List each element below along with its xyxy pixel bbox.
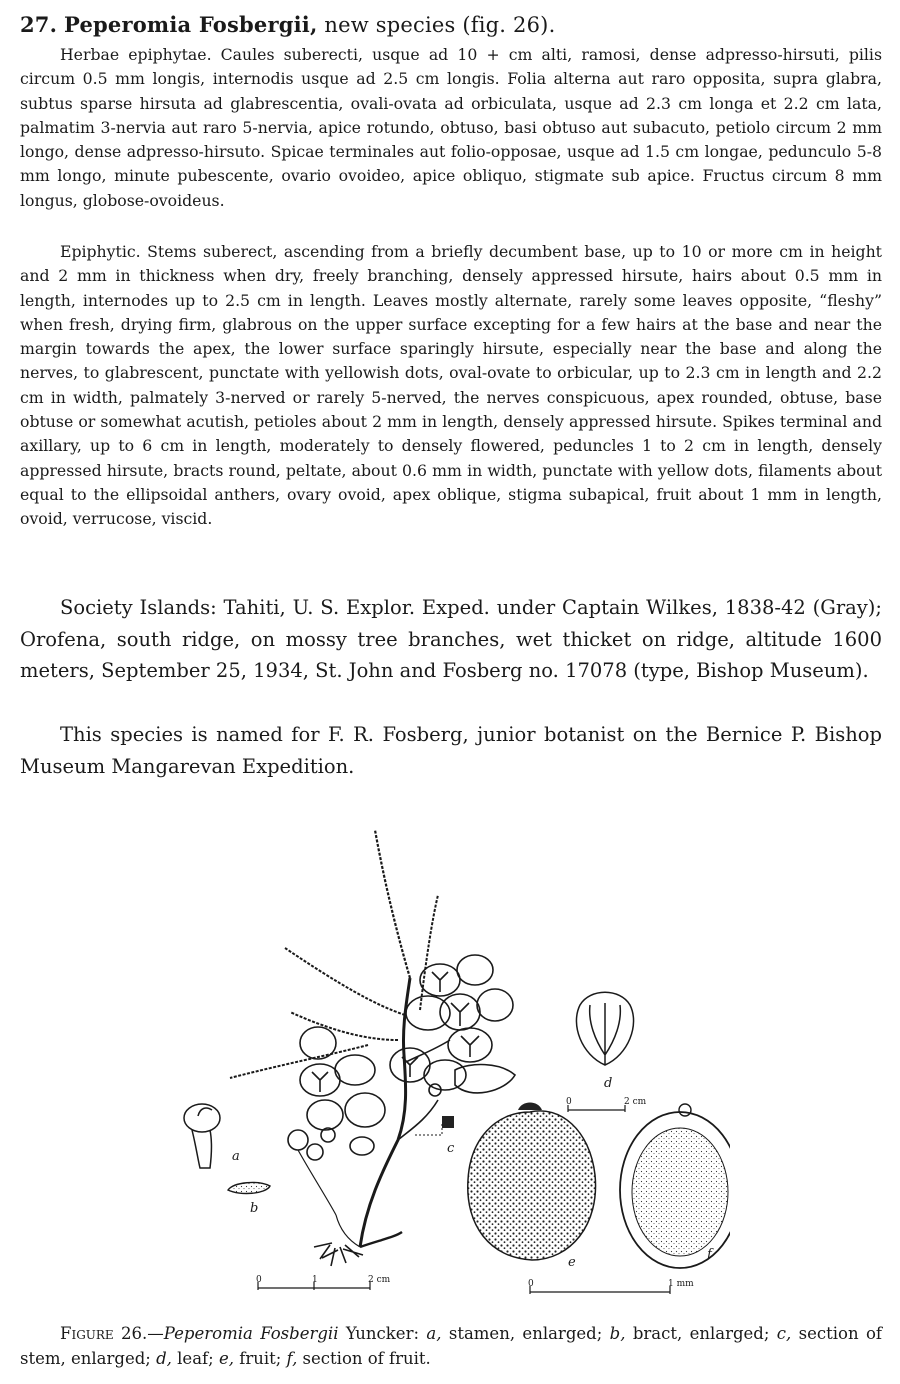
english-description: Epiphytic. Stems suberect, ascending from a briefly decumbent base, up to 10 or more cm in height and 2 mm in thickness when dry, freely branching, densely appressed hirsute, hairs about 0.5 mm in length, internodes up to 2.5 cm in length. Leaves mostly alternate, rarely some leaves opposite, “fleshy” when fresh, drying firm, glabrous on the upper surface excepting for a few hairs at the base and near the margin towards the apex, the lower surface sparingly hirsute, especially near the base and along the nerves, to glabrescent, punctate with yellowish dots, oval-ovate to orbicular, up to 2.3 cm in length and 2.2 cm in width, palmately 3-nerved or rarely 5-nerved, the nerves conspicuous, apex rounded, obtuse, base obtuse or somewhat acutish, petioles about 2 mm in length, densely appressed hirsute. Spikes terminal and axillary, up to 6 cm in length, moderately to densely flowered, peduncles 1 to 2 cm in length, densely appressed hirsute, bracts round, peltate, about 0.6 mm in width, punctate with yellow dots, filaments about equal to the ellipsoidal anthers, ovary ovoid, apex oblique, stigma subapical, fruit about 1 mm in length, ovoid, verrucose, viscid. xyxy=(20,242,882,529)
leaf-scale-bar xyxy=(568,1105,625,1112)
caption-part-d: leaf; xyxy=(171,1348,219,1368)
caption-lead: Figure 26. xyxy=(60,1324,148,1343)
caption-dash: — xyxy=(147,1324,164,1343)
label-d: d xyxy=(604,1076,613,1091)
caption-letter-e: e, xyxy=(218,1348,234,1368)
stamen-drawing xyxy=(184,1104,220,1168)
plant-scale-end: 2 cm xyxy=(368,1275,391,1285)
fruit-drawing xyxy=(468,1103,596,1261)
caption-author: Yuncker: xyxy=(338,1324,427,1343)
etymology-paragraph: This species is named for F. R. Fosberg, junior botanist on the Bernice P. Bishop Museum Mangarevan Expedition. xyxy=(20,723,882,778)
caption-letter-c: c, xyxy=(776,1324,792,1343)
bract-drawing xyxy=(228,1183,270,1194)
species-name: Peperomia Fosbergii, xyxy=(64,12,318,37)
leaf-scale-zero: 0 xyxy=(566,1097,572,1107)
label-b: b xyxy=(250,1201,259,1216)
label-f: f xyxy=(707,1247,712,1262)
caption-letter-f: f, xyxy=(286,1348,298,1368)
label-e: e xyxy=(568,1255,576,1270)
label-a: a xyxy=(232,1149,240,1164)
locality-paragraph: Society Islands: Tahiti, U. S. Explor. Exped. under Captain Wilkes, 1838-42 (Gray); Orofena, south ridge, on mossy tree branches, wet thicket on ridge, altitude 1600 meters, September 25, 1934, St. John and Fosberg no. 17078 (type, Bishop Museum). xyxy=(20,596,882,682)
leaf-scale-end: 2 cm xyxy=(624,1097,647,1107)
caption-species: Peperomia Fosbergii xyxy=(163,1324,339,1343)
label-c: c xyxy=(447,1141,455,1156)
fruit-scale-bar xyxy=(530,1286,670,1294)
caption-letter-a: a, xyxy=(426,1324,442,1343)
caption-part-c: section of stem, enlarged; xyxy=(20,1324,883,1368)
caption-part-f: section of fruit. xyxy=(297,1348,431,1368)
botanical-figure xyxy=(170,800,730,1312)
species-heading xyxy=(20,12,555,37)
plant-scale-mid: 1 xyxy=(312,1275,318,1285)
fruit-scale-end: 1 mm xyxy=(668,1279,694,1289)
plant-scale-zero: 0 xyxy=(256,1275,262,1285)
caption-part-b: bract, enlarged; xyxy=(625,1324,777,1343)
figure-caption xyxy=(20,1322,882,1371)
caption-part-e: fruit; xyxy=(233,1348,287,1368)
fruit-scale-zero: 0 xyxy=(528,1279,534,1289)
caption-part-a: stamen, enlarged; xyxy=(441,1324,610,1343)
species-heading-rest: new species (fig. 26). xyxy=(317,13,556,37)
stem-section-drawing xyxy=(415,1116,454,1135)
leaf-drawing xyxy=(576,992,633,1065)
caption-letter-d: d, xyxy=(156,1348,172,1368)
species-number: 27. xyxy=(20,12,58,37)
latin-description: Herbae epiphytae. Caules suberecti, usque ad 10 + cm alti, ramosi, dense adpresso-hirsuti, pilis circum 0.5 mm longis, internodis usque ad 2.5 cm longis. Folia alterna aut raro opposita, supra glabra, subtus sparse hirsuta ad glabrescentia, ovali-ovata ad orbiculata, usque ad 2.3 cm longa et 2.2 cm lata, palmatim 3-nervia aut raro 5-nervia, apice rotundo, obtuso, basi obtuso aut subacuto, petiolo circum 2 mm longo, dense adpresso-hirsuto. Spicae terminales aut folio-opposae, usque ad 1.5 cm longae, pedunculo 5-8 mm longo, minute pubescente, ovario ovoideo, apice obliquo, stigmate sub apice. Fructus circum 8 mm longus, globose-ovoideus. xyxy=(20,45,882,210)
caption-letter-b: b, xyxy=(609,1324,626,1343)
fruit-section-drawing xyxy=(620,1104,730,1268)
